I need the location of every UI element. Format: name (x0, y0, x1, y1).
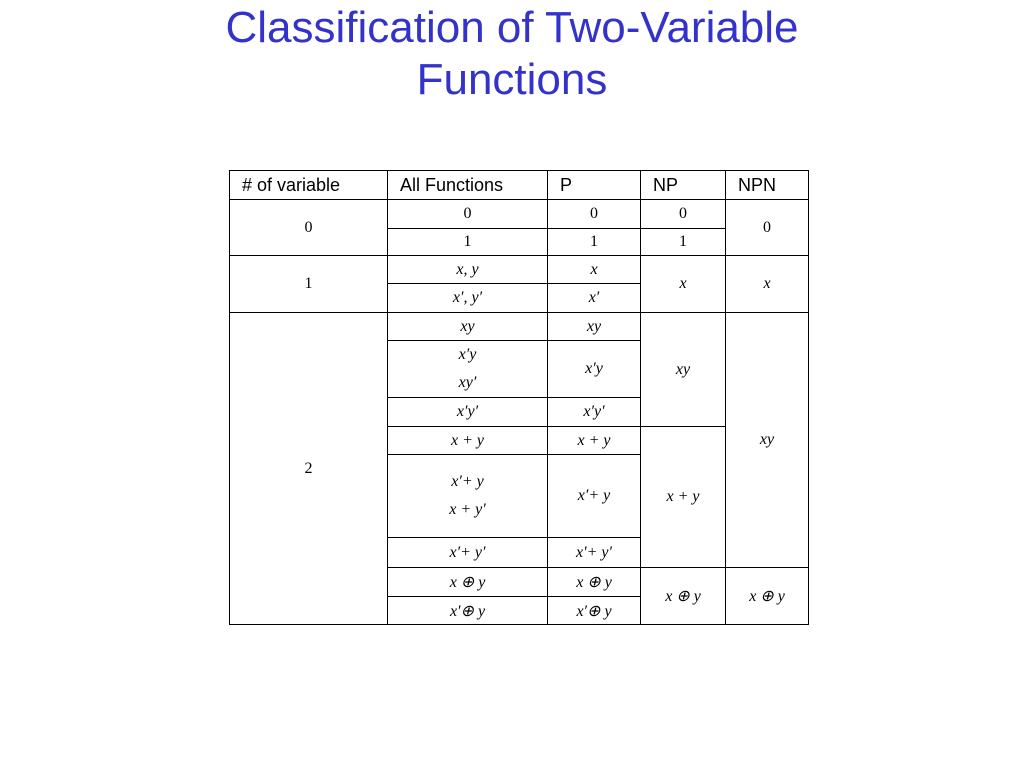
header-row (230, 171, 809, 200)
all-cell: x ⊕ y (388, 568, 548, 597)
p-cell: x′+ y (548, 455, 641, 538)
all-cell-line: x + y′ (449, 501, 486, 518)
np-cell: 0 (641, 200, 726, 229)
npn-cell: 0 (726, 200, 809, 256)
table-row (230, 256, 809, 284)
p-cell: x′ (548, 284, 641, 313)
header-np: NP (641, 171, 726, 200)
npn-cell: x (726, 256, 809, 313)
all-cell: x′, y′ (388, 284, 548, 313)
header-all-functions: All Functions (388, 171, 548, 200)
all-cell: x, y (388, 256, 548, 284)
header-p: P (548, 171, 641, 200)
all-cell: 1 (388, 229, 548, 256)
npn-cell: x ⊕ y (726, 568, 809, 625)
title-line-2: Functions (416, 55, 608, 104)
vars-cell-1: 1 (230, 256, 388, 313)
np-cell: 1 (641, 229, 726, 256)
p-cell: x′y′ (548, 398, 641, 427)
classification-table (229, 170, 809, 625)
all-cell: x + y (388, 427, 548, 455)
all-cell: x′y′ (388, 398, 548, 427)
p-cell: x′⊕ y (548, 597, 641, 625)
slide-title (0, 2, 1024, 106)
p-cell: x ⊕ y (548, 568, 641, 597)
p-cell: 0 (548, 200, 641, 229)
np-cell: x (641, 256, 726, 313)
all-cell (388, 341, 548, 398)
table-row (230, 200, 809, 229)
all-cell: x′⊕ y (388, 597, 548, 625)
vars-cell-2: 2 (230, 313, 388, 625)
np-cell: x ⊕ y (641, 568, 726, 625)
all-cell: xy (388, 313, 548, 341)
p-cell: x + y (548, 427, 641, 455)
p-cell: x′y (548, 341, 641, 398)
p-cell: x (548, 256, 641, 284)
vars-cell-0: 0 (230, 200, 388, 256)
title-line-1: Classification of Two-Variable (225, 3, 799, 52)
p-cell: xy (548, 313, 641, 341)
np-cell: x + y (641, 427, 726, 568)
all-cell (388, 455, 548, 538)
npn-cell: xy (726, 313, 809, 568)
all-cell: x′+ y′ (388, 538, 548, 568)
header-npn: NPN (726, 171, 809, 200)
p-cell: x′+ y′ (548, 538, 641, 568)
all-cell-line: x′+ y (451, 473, 484, 490)
all-cell-line: x′y (458, 346, 477, 363)
all-cell-line: xy′ (458, 374, 477, 391)
header-num-vars: # of variable (230, 171, 388, 200)
p-cell: 1 (548, 229, 641, 256)
np-cell: xy (641, 313, 726, 427)
table-row (230, 313, 809, 341)
all-cell: 0 (388, 200, 548, 229)
